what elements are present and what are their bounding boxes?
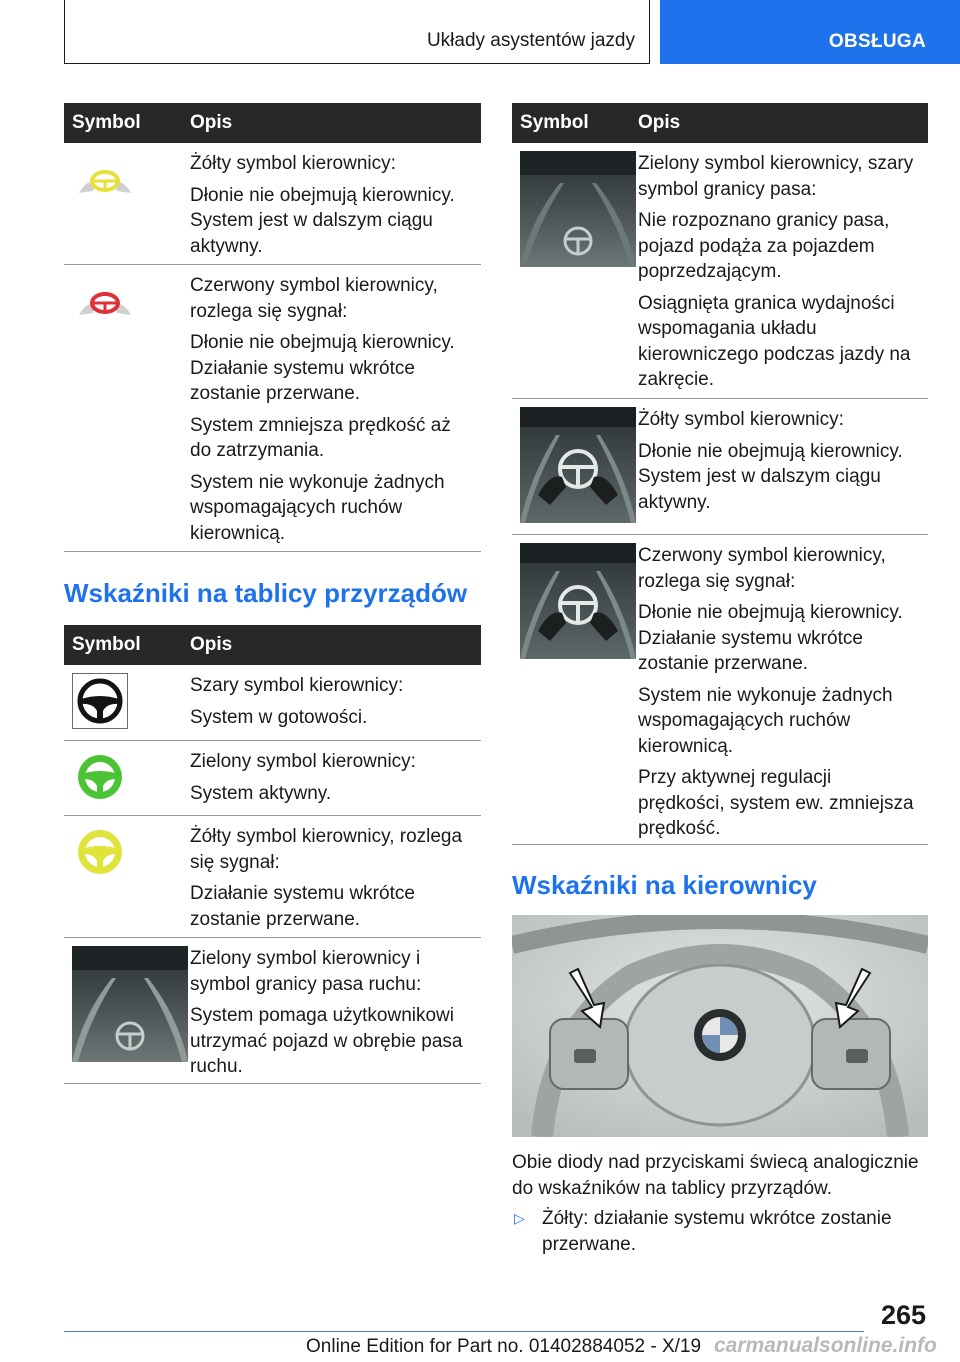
row-text: Przy aktywnej regulacji prędkości, system ew. zmniejsza prędkość. (638, 767, 914, 839)
table-row (64, 143, 481, 265)
row-text: Działanie systemu wkrótce zostanie przerwane. (190, 883, 415, 930)
wheel-description: Obie diody nad przyciskami świecą analogicznie do wskaźników na tablicy przyrządów. (512, 1152, 919, 1199)
col-description: Opis (190, 634, 233, 655)
row-text: System aktywny. (190, 782, 332, 804)
row-text: Nie rozpoznano granicy pasa, pojazd podąża za pojazdem poprzedzającym. (638, 210, 890, 282)
col-description: Opis (638, 112, 681, 133)
table-display-symbols (512, 103, 928, 845)
table-row (512, 143, 928, 399)
row-text: Dłonie nie obejmują kierownicy. System jest w dalszym ciągu aktywny. (190, 184, 455, 257)
row-text: System w gotowości. (190, 706, 368, 728)
footer-divider (64, 1331, 864, 1332)
green-steering-wheel-icon (72, 749, 128, 805)
footer-watermark[interactable]: carmanualsonline.info (714, 1334, 937, 1357)
table-header (512, 103, 928, 143)
col-description: Opis (190, 112, 233, 133)
section-title-dashboard: Wskaźniki na tablicy przyrządów (64, 578, 468, 608)
row-text: System nie wykonuje żadnych wspomagających ruchów kierownicą. (638, 684, 893, 757)
row-text: Żółty symbol kierownicy: (638, 409, 844, 430)
row-text: Zielony symbol kierownicy, szary symbol granicy pasa: (638, 153, 914, 200)
row-text: Osiągnięta granica wydajności wspomagania układu kierowniczego podczas jazdy na zakręcie. (638, 292, 911, 390)
green-wheel-lane-display-icon (72, 946, 188, 1062)
row-text: Dłonie nie obejmują kierownicy. Działanie systemu wkrótce zostanie przerwane. (190, 332, 455, 404)
table-hands-off-symbols (64, 103, 481, 552)
grey-steering-wheel-icon (72, 673, 128, 729)
section-title-wheel: Wskaźniki na kierownicy (512, 870, 817, 900)
col-symbol: Symbol (520, 112, 589, 133)
header-tab-label: OBSŁUGA (828, 31, 926, 52)
row-text: System pomaga użytkownikowi utrzymać pojazd w obrębie pasa ruchu. (190, 1005, 463, 1077)
table-row (512, 399, 928, 535)
yellow-steering-wheel-icon (72, 824, 128, 880)
row-text: Czerwony symbol kierownicy, rozlega się sygnał: (190, 275, 438, 322)
red-steering-hands-icon (75, 279, 135, 319)
row-text: System zmniejsza prędkość aż do zatrzymania. (190, 414, 451, 461)
table-header (64, 625, 481, 665)
footer-edition: Online Edition for Part no. 01402884052 - X/19 (306, 1336, 702, 1357)
row-text: Dłonie nie obejmują kierownicy. System jest w dalszym ciągu aktywny. (638, 440, 903, 513)
col-symbol: Symbol (72, 112, 141, 133)
table-row (64, 665, 481, 741)
table-row (64, 265, 481, 552)
row-text: Dłonie nie obejmują kierownicy. Działanie systemu wkrótce zostanie przerwane. (638, 602, 903, 674)
bullet-arrow-icon: ▷ (514, 1210, 525, 1226)
table-row (64, 938, 481, 1084)
header-section-title: Układy asystentów jazdy (426, 30, 635, 51)
table-row (64, 741, 481, 816)
row-text: Szary symbol kierownicy: (190, 675, 404, 696)
red-wheel-hands-display-icon (520, 543, 636, 659)
bullet-text: Żółty: działanie systemu wkrótce zostanie przerwane. (542, 1208, 892, 1255)
row-text: Czerwony symbol kierownicy, rozlega się sygnał: (638, 545, 886, 592)
row-text: Żółty symbol kierownicy: (190, 153, 396, 174)
table-row (512, 535, 928, 845)
table-dashboard-symbols (64, 625, 481, 1084)
table-row (64, 816, 481, 938)
yellow-steering-hands-icon (75, 157, 135, 197)
yellow-wheel-hands-display-icon (520, 407, 636, 523)
row-text: Zielony symbol kierownicy i symbol granicy pasa ruchu: (190, 948, 422, 995)
row-text: Zielony symbol kierownicy: (190, 751, 416, 772)
table-header (64, 103, 481, 143)
row-text: System nie wykonuje żadnych wspomagających ruchów kierownicą. (190, 471, 445, 544)
green-wheel-grey-lane-display-icon (520, 151, 636, 267)
row-text: Żółty symbol kierownicy, rozlega się sygnał: (190, 826, 463, 873)
steering-wheel-led-photo (512, 915, 928, 1137)
col-symbol: Symbol (72, 634, 141, 655)
header-frame (64, 0, 650, 64)
page-number: 265 (880, 1300, 926, 1330)
header-tab-obsluga[interactable] (660, 0, 960, 64)
